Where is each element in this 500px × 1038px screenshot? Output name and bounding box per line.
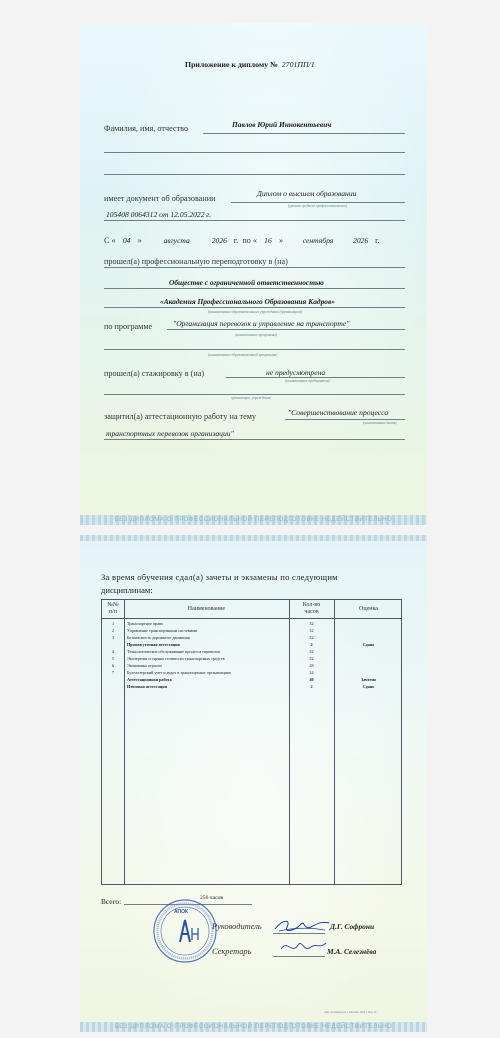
row-grade: Сдано xyxy=(362,684,375,689)
row-grade: Зачтено xyxy=(361,677,376,682)
row-discipline: Экономика отрасли xyxy=(127,663,162,668)
intro-line-1: За время обучения сдал(а) зачеты и экзамены по следующим xyxy=(101,572,338,582)
row-number: 6 xyxy=(111,663,115,668)
internship-caption: (наименование предприятия) xyxy=(285,379,330,383)
course-dates: С « 04 » августа 2026 г. по « 16 » сентября 2026 г. xyxy=(104,236,380,245)
secretary-name: М.А. Селезнёва xyxy=(327,947,377,956)
bottom-security-strip: БЕЗ ДИПЛОМА О ПРОФЕССИОНАЛЬНОЙ ПЕРЕПОДГОТОВКЕ НЕДЕЙСТВИТЕЛЬНО xyxy=(80,515,427,525)
row-discipline: Итоговая аттестация xyxy=(127,684,167,689)
diploma-number: 2701ПП/1 xyxy=(281,60,315,69)
education-doc-value: Диплом о высшем образовании xyxy=(257,189,357,198)
education-doc-label: имеет документ об образовании xyxy=(104,194,216,203)
row-hours: 32 xyxy=(309,628,314,633)
header-number xyxy=(102,602,124,615)
full-name-value: Павлов Юрий Иннокентьевич xyxy=(232,120,332,129)
row-discipline: Технологическое обслуживание процесса перевозок xyxy=(127,649,221,654)
table-row xyxy=(102,683,401,690)
program-label: по программе xyxy=(104,322,153,331)
row-hours: 32 xyxy=(309,656,314,661)
diploma-supplement-page-2 xyxy=(80,535,427,1032)
row-grade: Сдано xyxy=(362,642,375,647)
internship-caption-2: организации, учреждения xyxy=(231,396,271,400)
printer-small-print: ЗАО «Бланкиздат» г. Москва, 2022 г. Изд. № xyxy=(324,1011,377,1014)
row-number: 1 xyxy=(111,621,115,626)
thesis-value-1: "Совершенствование процесса xyxy=(288,408,389,417)
table-row xyxy=(102,648,401,655)
diploma-supplement-page-1 xyxy=(80,23,427,525)
organization-line-1: Обществе с ограниченной ответственностью xyxy=(169,278,324,287)
head-label: Руководитель xyxy=(212,922,262,931)
education-doc-details: 105408 0064312 от 12.05.2022 г. xyxy=(106,210,212,219)
header-grade: Оценка xyxy=(359,606,378,612)
program-caption: (наименование программы) xyxy=(235,333,278,337)
table-row xyxy=(102,634,401,641)
row-number: 2 xyxy=(111,628,115,633)
thesis-value-2: транспортных перевозок организации" xyxy=(106,429,234,438)
intro-line-2: дисциплинам: xyxy=(101,585,153,595)
internship-label: прошел(а) стажировку в (на) xyxy=(104,369,205,378)
thesis-caption: (наименование темы) xyxy=(363,421,397,425)
row-number: 4 xyxy=(111,649,115,654)
top-security-strip xyxy=(80,535,427,541)
head-name: Д.Г. Софрони xyxy=(330,922,375,931)
secretary-label: Секретарь xyxy=(212,947,252,956)
row-discipline: Промежуточная аттестация xyxy=(127,642,180,647)
row-hours: 32 xyxy=(309,649,314,654)
row-discipline: Экспертиза и оценка стоимости транспортных средств xyxy=(127,656,225,661)
row-hours: 24 xyxy=(309,670,314,675)
row-number: 5 xyxy=(111,656,115,661)
table-row xyxy=(102,627,401,634)
internship-value: не предусмотрена xyxy=(266,368,326,377)
retraining-label: прошел(а) профессиональную переподготовку в (на) xyxy=(104,257,288,266)
disciplines-table xyxy=(101,599,402,885)
header-number-text: №№ п/п xyxy=(107,602,119,615)
program-caption-2: (наименование образовательной программы) xyxy=(208,353,278,357)
table-row xyxy=(102,620,401,627)
table-row xyxy=(102,669,401,676)
full-name-label: Фамилия, имя, отчество xyxy=(104,124,189,133)
program-value: "Организация перевозок и управление на транспорте" xyxy=(173,319,350,328)
row-hours: 40 xyxy=(309,677,314,682)
organization-caption: (наименование образовательного учреждения (организации)) xyxy=(208,310,303,314)
table-row xyxy=(102,655,401,662)
table-row xyxy=(102,676,401,683)
row-hours: 28 xyxy=(309,663,314,668)
thesis-label: защитил(а) аттестационную работу на тему xyxy=(104,412,257,421)
row-discipline: Бухгалтерский учет и аудит в транспортных организациях xyxy=(127,670,231,675)
table-row xyxy=(102,641,401,648)
total-value: 256 часов xyxy=(200,895,224,901)
table-row xyxy=(102,662,401,669)
row-hours: 32 xyxy=(309,635,314,640)
stamp-text: АПОК xyxy=(174,909,189,915)
row-number: 3 xyxy=(111,635,115,640)
row-discipline: Аттестационная работа xyxy=(127,677,172,682)
row-hours: 2 xyxy=(310,684,313,689)
row-discipline: Транспортное право xyxy=(127,621,164,626)
bottom-security-strip-2: БЕЗ ДИПЛОМА О ПРОФЕССИОНАЛЬНОЙ ПЕРЕПОДГОТОВКЕ НЕДЕЙСТВИТЕЛЬНО xyxy=(80,1022,427,1032)
row-hours: 32 xyxy=(309,621,314,626)
row-discipline: Управление транспортными системами xyxy=(127,628,198,633)
header-name: Наименование xyxy=(187,606,226,612)
header-hours: Кол-во часов xyxy=(302,602,321,615)
row-discipline: Безопасность дорожного движения xyxy=(127,635,190,640)
education-doc-caption: (уровень среднего профессионального) xyxy=(288,204,348,208)
organization-line-2: «Академия Профессионального Образования Кадров» xyxy=(160,297,335,306)
total-label: Всего: xyxy=(101,897,122,906)
row-hours: 2 xyxy=(310,642,313,647)
supplement-title: Приложение к диплому № 2701ПП/1 xyxy=(185,60,315,69)
organization-stamp xyxy=(152,898,218,964)
row-number: 7 xyxy=(111,670,115,675)
